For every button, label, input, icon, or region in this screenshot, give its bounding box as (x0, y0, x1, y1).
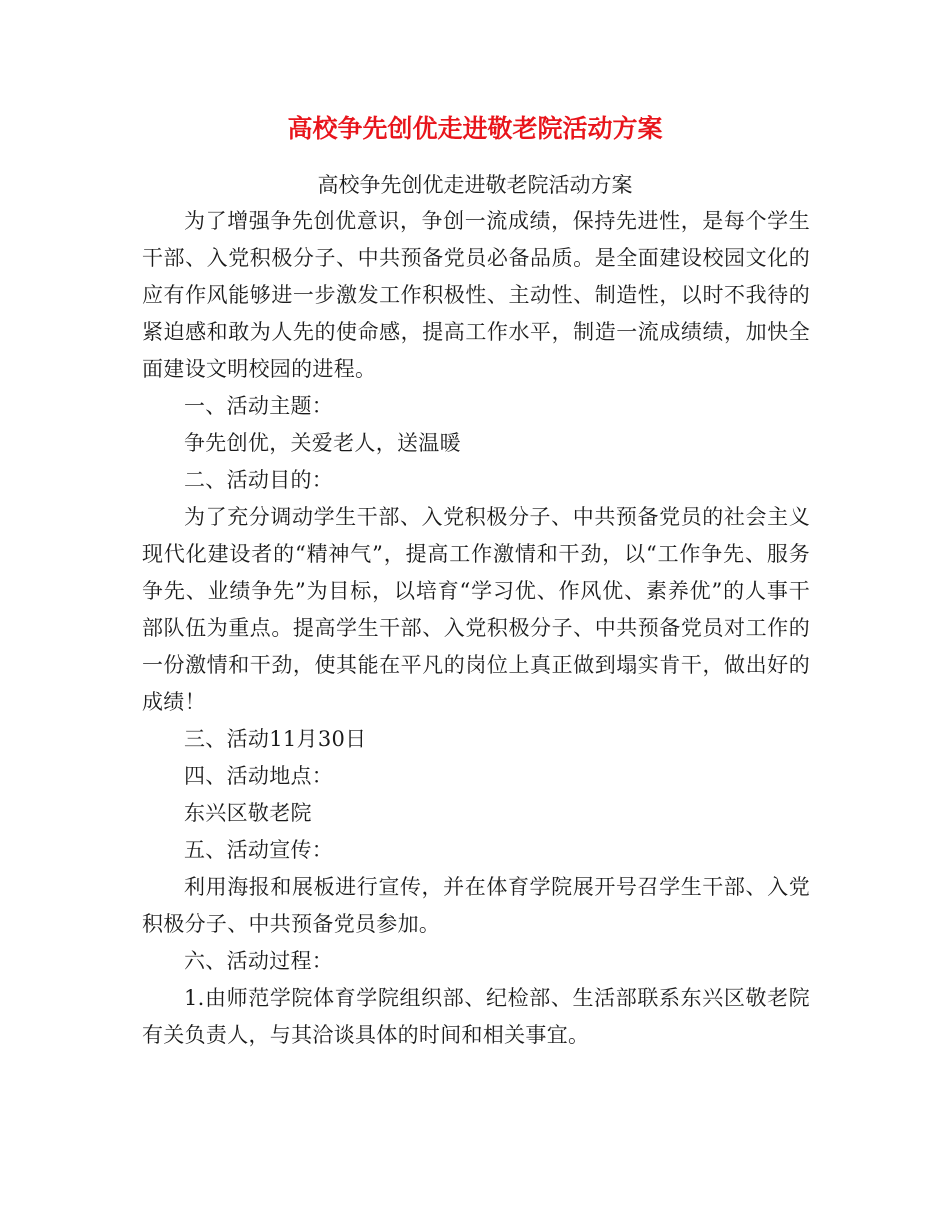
section-heading-date: 三、活动11月30日 (184, 727, 367, 751)
intro-paragraph: 为了增强争先创优意识，争创一流成绩，保持先进性，是每个学生干部、入党积极分子、中共预备党员必备品质。是全面建设校园文化的应有作风能够进一步激发工作积极性、主动性、制造性，以时不我待的紧迫感和敢为人先的使命感，提高工作水平，制造一流成绩绩，加快全面建设文明校园的进程。 (142, 209, 810, 381)
purpose-paragraph: 为了充分调动学生干部、入党积极分子、中共预备党员的社会主义现代化建设者的“精神气”，提高工作激情和干劲，以“工作争先、服务争先、业绩争先”为目标，以培育“学习优、作风优、素养优”的人事干部队伍为重点。提高学生干部、入党积极分子、中共预备党员对工作的一份激情和干劲，使其能在平凡的岗位上真正做到塌实肯干，做出好的成绩！ (142, 505, 810, 714)
document-title: 高校争先创优走进敬老院活动方案 (287, 114, 663, 143)
section-heading-purpose: 二、活动目的： (184, 468, 334, 492)
document-subtitle: 高校争先创优走进敬老院活动方案 (317, 173, 633, 197)
section-heading-publicity: 五、活动宣传： (184, 838, 334, 862)
location-text: 东兴区敬老院 (184, 801, 312, 825)
document-body (142, 203, 810, 1054)
section-heading-theme: 一、活动主题： (184, 394, 334, 418)
publicity-paragraph: 利用海报和展板进行宣传，并在体育学院展开号召学生干部、入党积极分子、中共预备党员参加。 (142, 875, 810, 936)
section-heading-location: 四、活动地点： (184, 764, 334, 788)
section-heading-process: 六、活动过程： (184, 949, 334, 973)
process-step-1: 1.由师范学院体育学院组织部、纪检部、生活部联系东兴区敬老院有关负责人，与其洽谈具体的时间和相关事宜。 (142, 986, 810, 1047)
theme-text: 争先创优，关爱老人，送温暖 (184, 431, 461, 455)
